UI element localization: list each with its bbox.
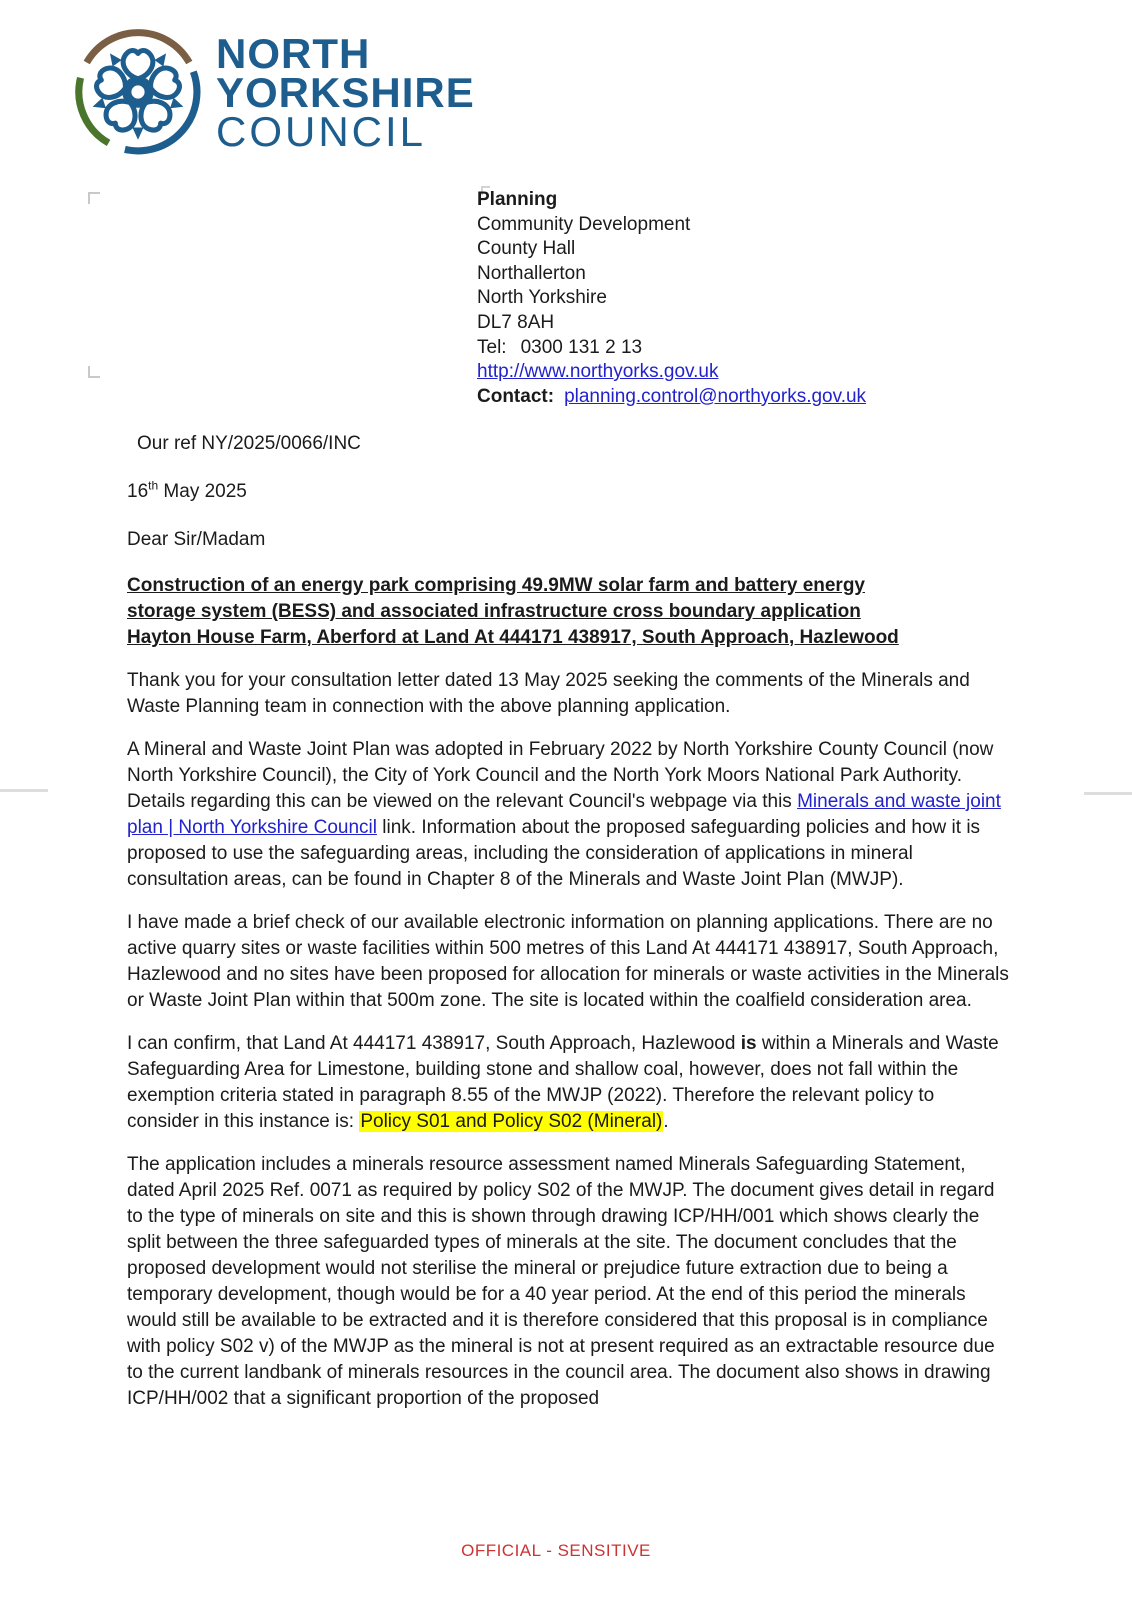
paragraph-site-check: I have made a brief check of our available electronic information on planning applications. There are no active quarry sites or waste facilities within 500 metres of this Land At 444171 438917, South Approach, Hazlewood and no sites have been proposed for allocation for minerals or waste activities in the Minerals or Waste Joint Plan within that 500m zone. The site is located within the coalfield consideration area. xyxy=(127,912,1009,1011)
sender-address-line: DL7 8AH xyxy=(477,311,555,333)
policy-highlight: Policy S01 and Policy S02 (Mineral) xyxy=(360,1111,663,1132)
paragraph-joint-plan-text-after: link. Information about the proposed safeguarding policies and how it is proposed to use the safeguarding areas, including the consideration of applications in mineral consultation areas, can be found in Chapter 8 of the Minerals and Waste Joint Plan (MWJP). xyxy=(127,817,981,890)
letter-body xyxy=(127,431,1011,1412)
date-day: 16 xyxy=(127,481,149,502)
yorkshire-rose-icon xyxy=(72,26,204,158)
subject-line-1: Construction of an energy park comprising 49.9MW solar farm and battery energy xyxy=(127,575,866,596)
paragraph-joint-plan xyxy=(127,737,1011,893)
sender-department: Planning xyxy=(477,189,558,210)
subject-heading xyxy=(127,573,1011,651)
sensitivity-footer: OFFICIAL - SENSITIVE xyxy=(461,1541,651,1560)
sender-tel-number: 0300 131 2 13 xyxy=(520,336,643,358)
council-logo-text xyxy=(216,29,475,155)
sender-address-line: County Hall xyxy=(477,238,576,260)
logo-word-council: COUNCIL xyxy=(216,107,427,155)
paragraph-safeguarding-text-mid: within a Minerals and Waste Safeguarding Area for Limestone, building stone and shallow coal, however, does not fall within the exemption criteria stated in paragraph 8.55 of the MWJP (2022). Therefore the relevant policy to consider in this instance is: xyxy=(127,1033,999,1132)
address-window-mark-top xyxy=(88,192,100,204)
sender-tel-label: Tel: xyxy=(477,336,507,358)
date-ordinal-suffix: th xyxy=(148,478,159,493)
salutation: Dear Sir/Madam xyxy=(127,529,266,550)
fold-mark-right xyxy=(1084,792,1132,795)
emphasis-is: is xyxy=(740,1033,757,1054)
fold-mark-left xyxy=(0,789,48,792)
sender-contact-email-link[interactable]: planning.control@northyorks.gov.uk xyxy=(564,385,867,407)
mwjp-webpage-link[interactable]: Minerals and waste joint plan | North Yorkshire Council xyxy=(127,791,1001,838)
sender-address-line: Northallerton xyxy=(477,262,586,284)
paragraph-thanks: Thank you for your consultation letter dated 13 May 2025 seeking the comments of the Minerals and Waste Planning team in connection with the above planning application. xyxy=(127,670,970,717)
sender-contact-line xyxy=(477,385,866,410)
sender-website-link[interactable]: http://www.northyorks.gov.uk xyxy=(477,361,719,383)
sender-tel-line xyxy=(477,336,866,361)
our-ref: Our ref NY/2025/0066/INC xyxy=(137,433,361,454)
council-logo xyxy=(72,26,475,158)
sender-address-line: Community Development xyxy=(477,213,691,235)
logo-word-yorkshire: YORKSHIRE xyxy=(216,68,475,116)
sender-address-line: North Yorkshire xyxy=(477,287,607,309)
sender-contact-label: Contact: xyxy=(477,385,555,407)
sender-address-block xyxy=(477,188,866,409)
paragraph-safeguarding-text-end: . xyxy=(663,1111,669,1132)
subject-line-2: storage system (BESS) and associated infrastructure cross boundary application xyxy=(127,601,861,622)
paragraph-safeguarding-text-before: I can confirm, that Land At 444171 438917, South Approach, Hazlewood xyxy=(127,1033,741,1054)
date-month-year: May 2025 xyxy=(158,481,247,502)
address-window-mark-bottom xyxy=(88,366,100,378)
letter-date xyxy=(127,479,1011,505)
sender-website-line xyxy=(477,360,866,385)
paragraph-joint-plan-text-before: A Mineral and Waste Joint Plan was adopted in February 2022 by North Yorkshire County Council (now North Yorkshire Council), the City of York Council and the North York Moors National Park Authority. Details regarding this can be viewed on the relevant Council's webpage via this xyxy=(127,739,994,812)
logo-word-north: NORTH xyxy=(216,29,371,77)
paragraph-safeguarding xyxy=(127,1031,1011,1135)
paragraph-assessment: The application includes a minerals resource assessment named Minerals Safeguarding Statement, dated April 2025 Ref. 0071 as required by policy S02 of the MWJP. The document gives detail in regard to the type of minerals on site and this is shown through drawing ICP/HH/001 which shows clearly the split between the three safeguarded types of minerals at the site. The document concludes that the proposed development would not sterilise the mineral or prejudice future extraction due to being a temporary development, though would be for a 40 year period. At the end of this period the minerals would still be available to be extracted and it is therefore considered that this proposal is in compliance with policy S02 v) of the MWJP as the mineral is not at present required as an extractable resource due to the current landbank of minerals resources in the council area. The document also shows in drawing ICP/HH/002 that a significant proportion of the proposed xyxy=(127,1154,995,1409)
subject-line-3: Hayton House Farm, Aberford at Land At 444171 438917, South Approach, Hazlewood xyxy=(127,627,899,648)
